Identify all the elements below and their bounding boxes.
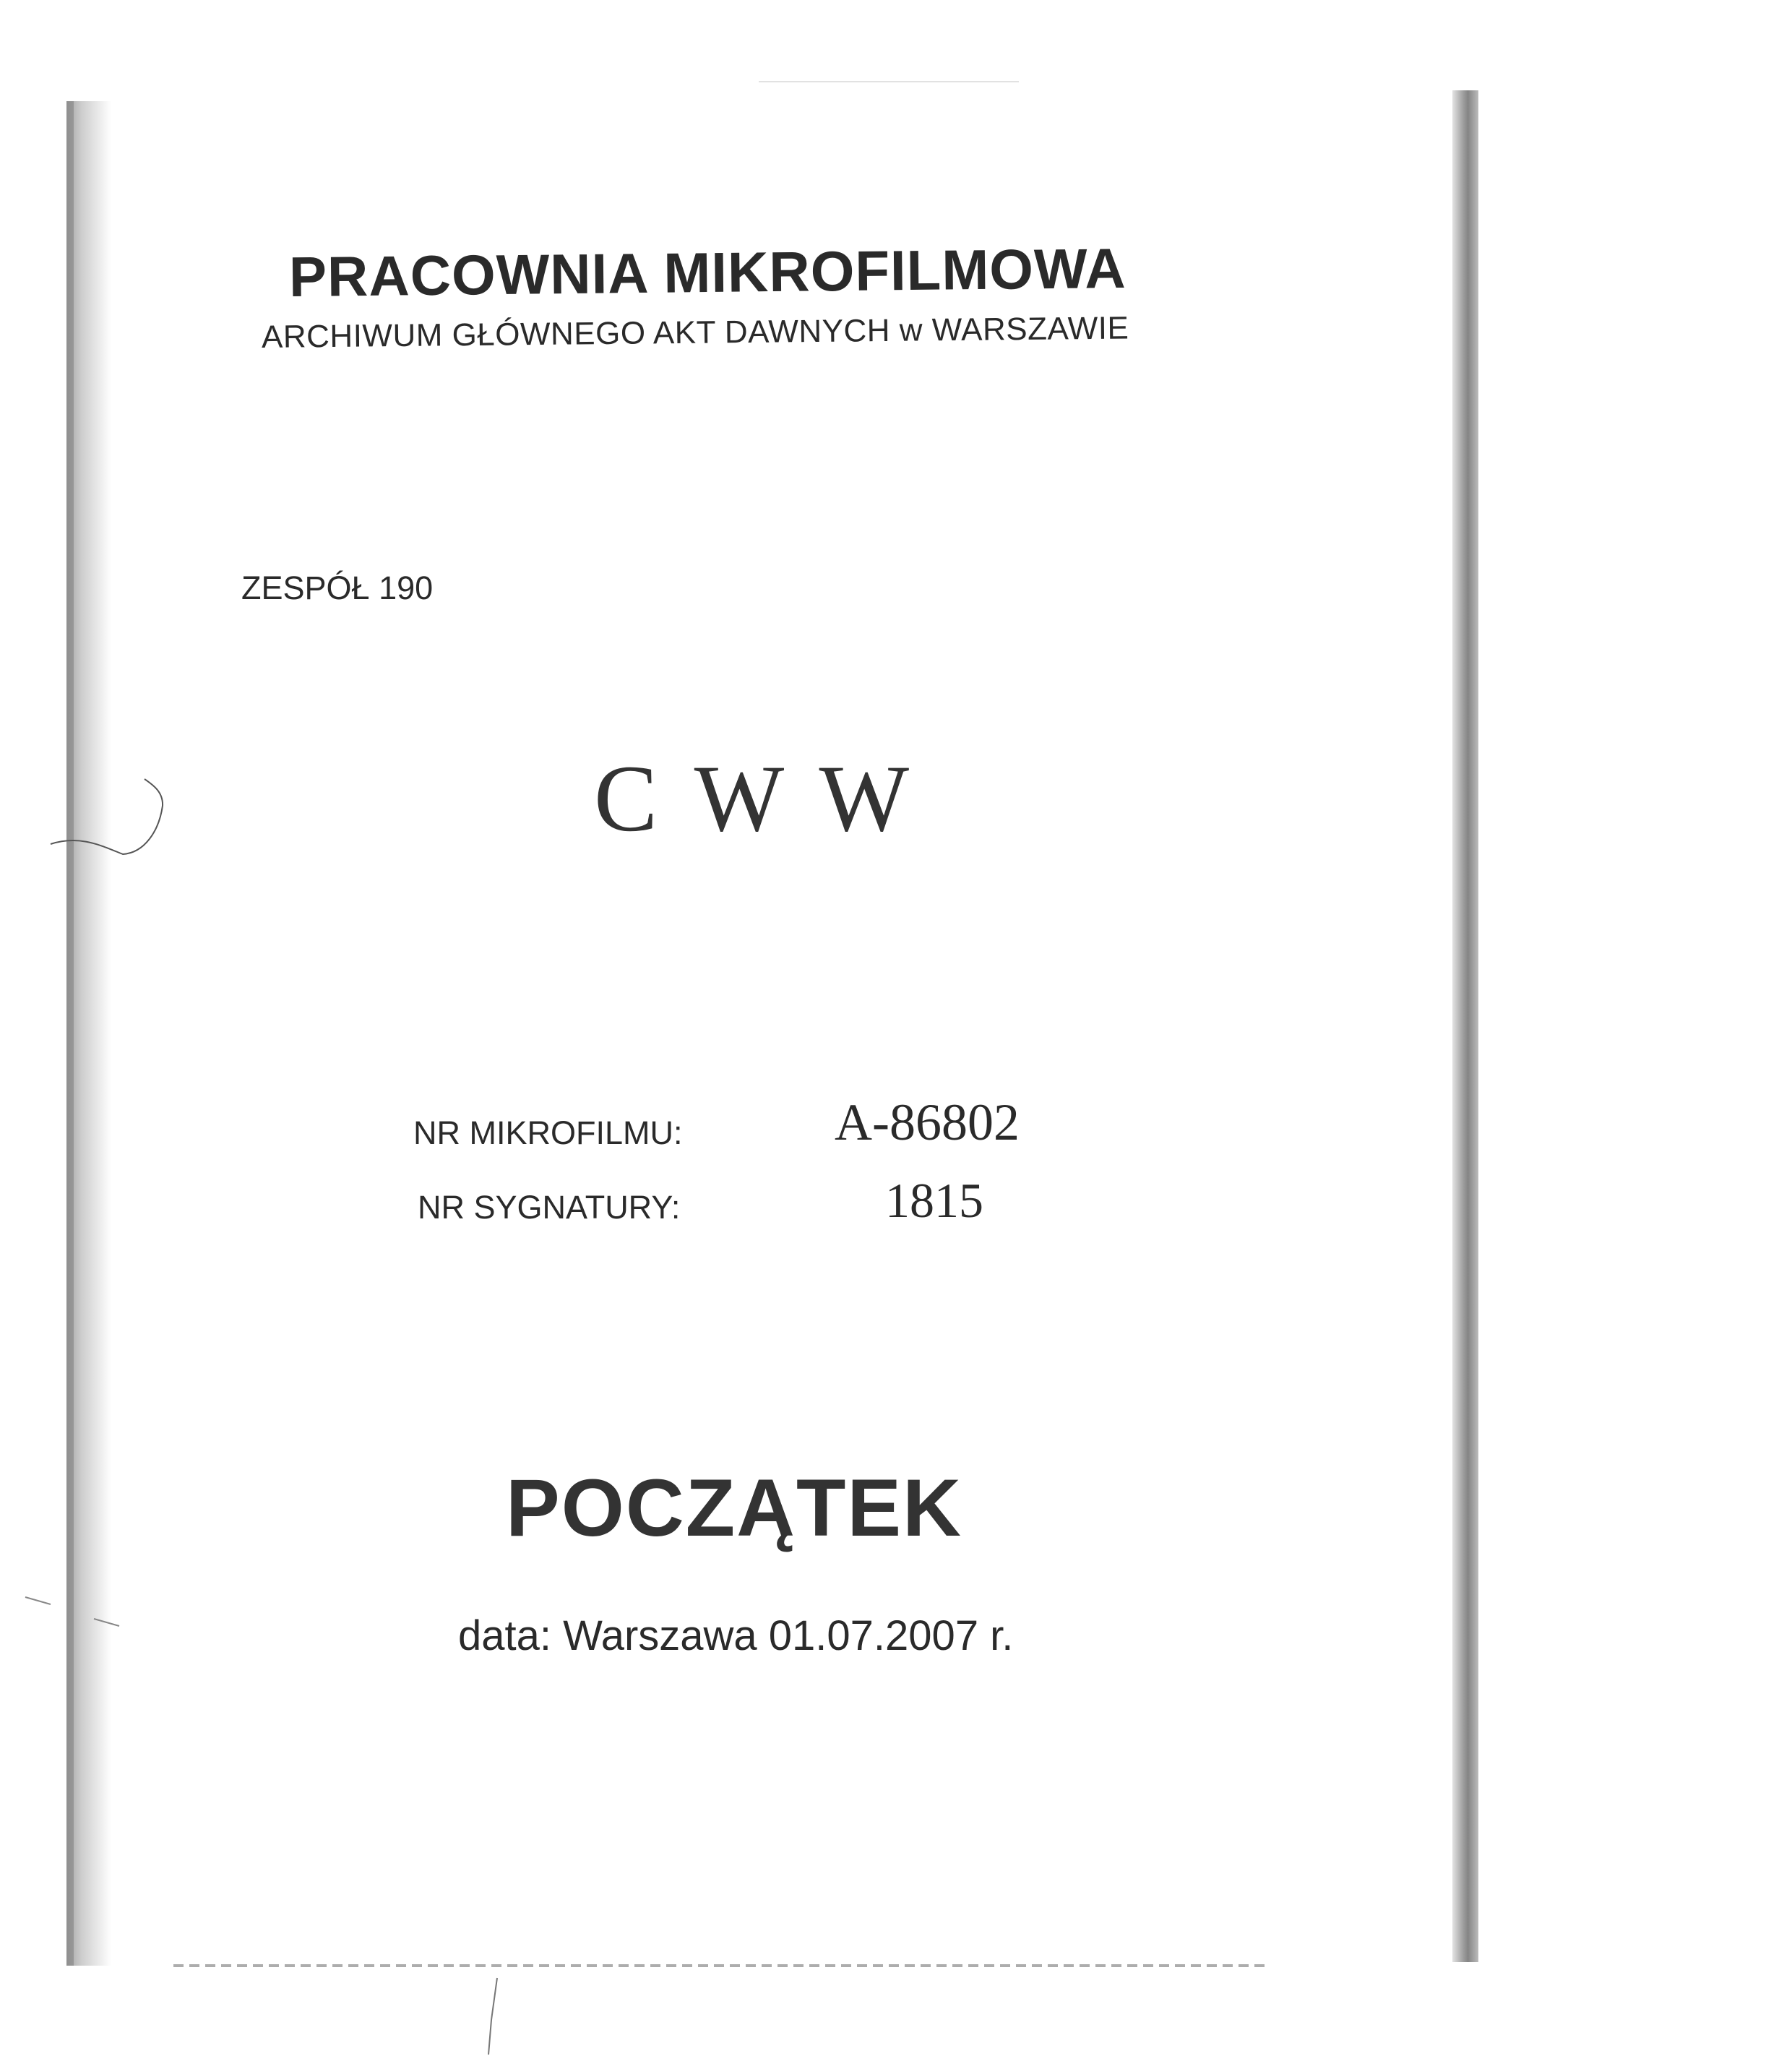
scan-top-edge	[759, 81, 1019, 82]
scan-bottom-edge	[173, 1964, 1265, 1967]
scan-left-edge-line	[66, 101, 74, 1966]
collection-code: C W W	[594, 745, 917, 851]
scan-artifact-left-curve	[43, 766, 166, 882]
institution-title: PRACOWNIA MIKROFILMOWA	[288, 236, 1127, 309]
scan-right-edge-shadow	[1452, 90, 1478, 1962]
reel-start-marker: POCZĄTEK	[506, 1463, 962, 1553]
microfilm-number-value: A-86802	[835, 1093, 1020, 1151]
signature-number-value: 1815	[885, 1173, 983, 1228]
signature-number-label: NR SYGNATURY:	[418, 1189, 681, 1226]
institution-subtitle: ARCHIWUM GŁÓWNEGO AKT DAWNYCH w WARSZAWIE	[261, 310, 1129, 355]
scan-artifact-bottom-mark	[470, 1977, 513, 2056]
scan-artifact-left-ticks	[22, 1575, 123, 1633]
microfilm-number-label: NR MIKROFILMU:	[413, 1114, 683, 1151]
date-line: data: Warszawa 01.07.2007 r.	[458, 1612, 1014, 1659]
zespol-number: ZESPÓŁ 190	[241, 569, 434, 606]
